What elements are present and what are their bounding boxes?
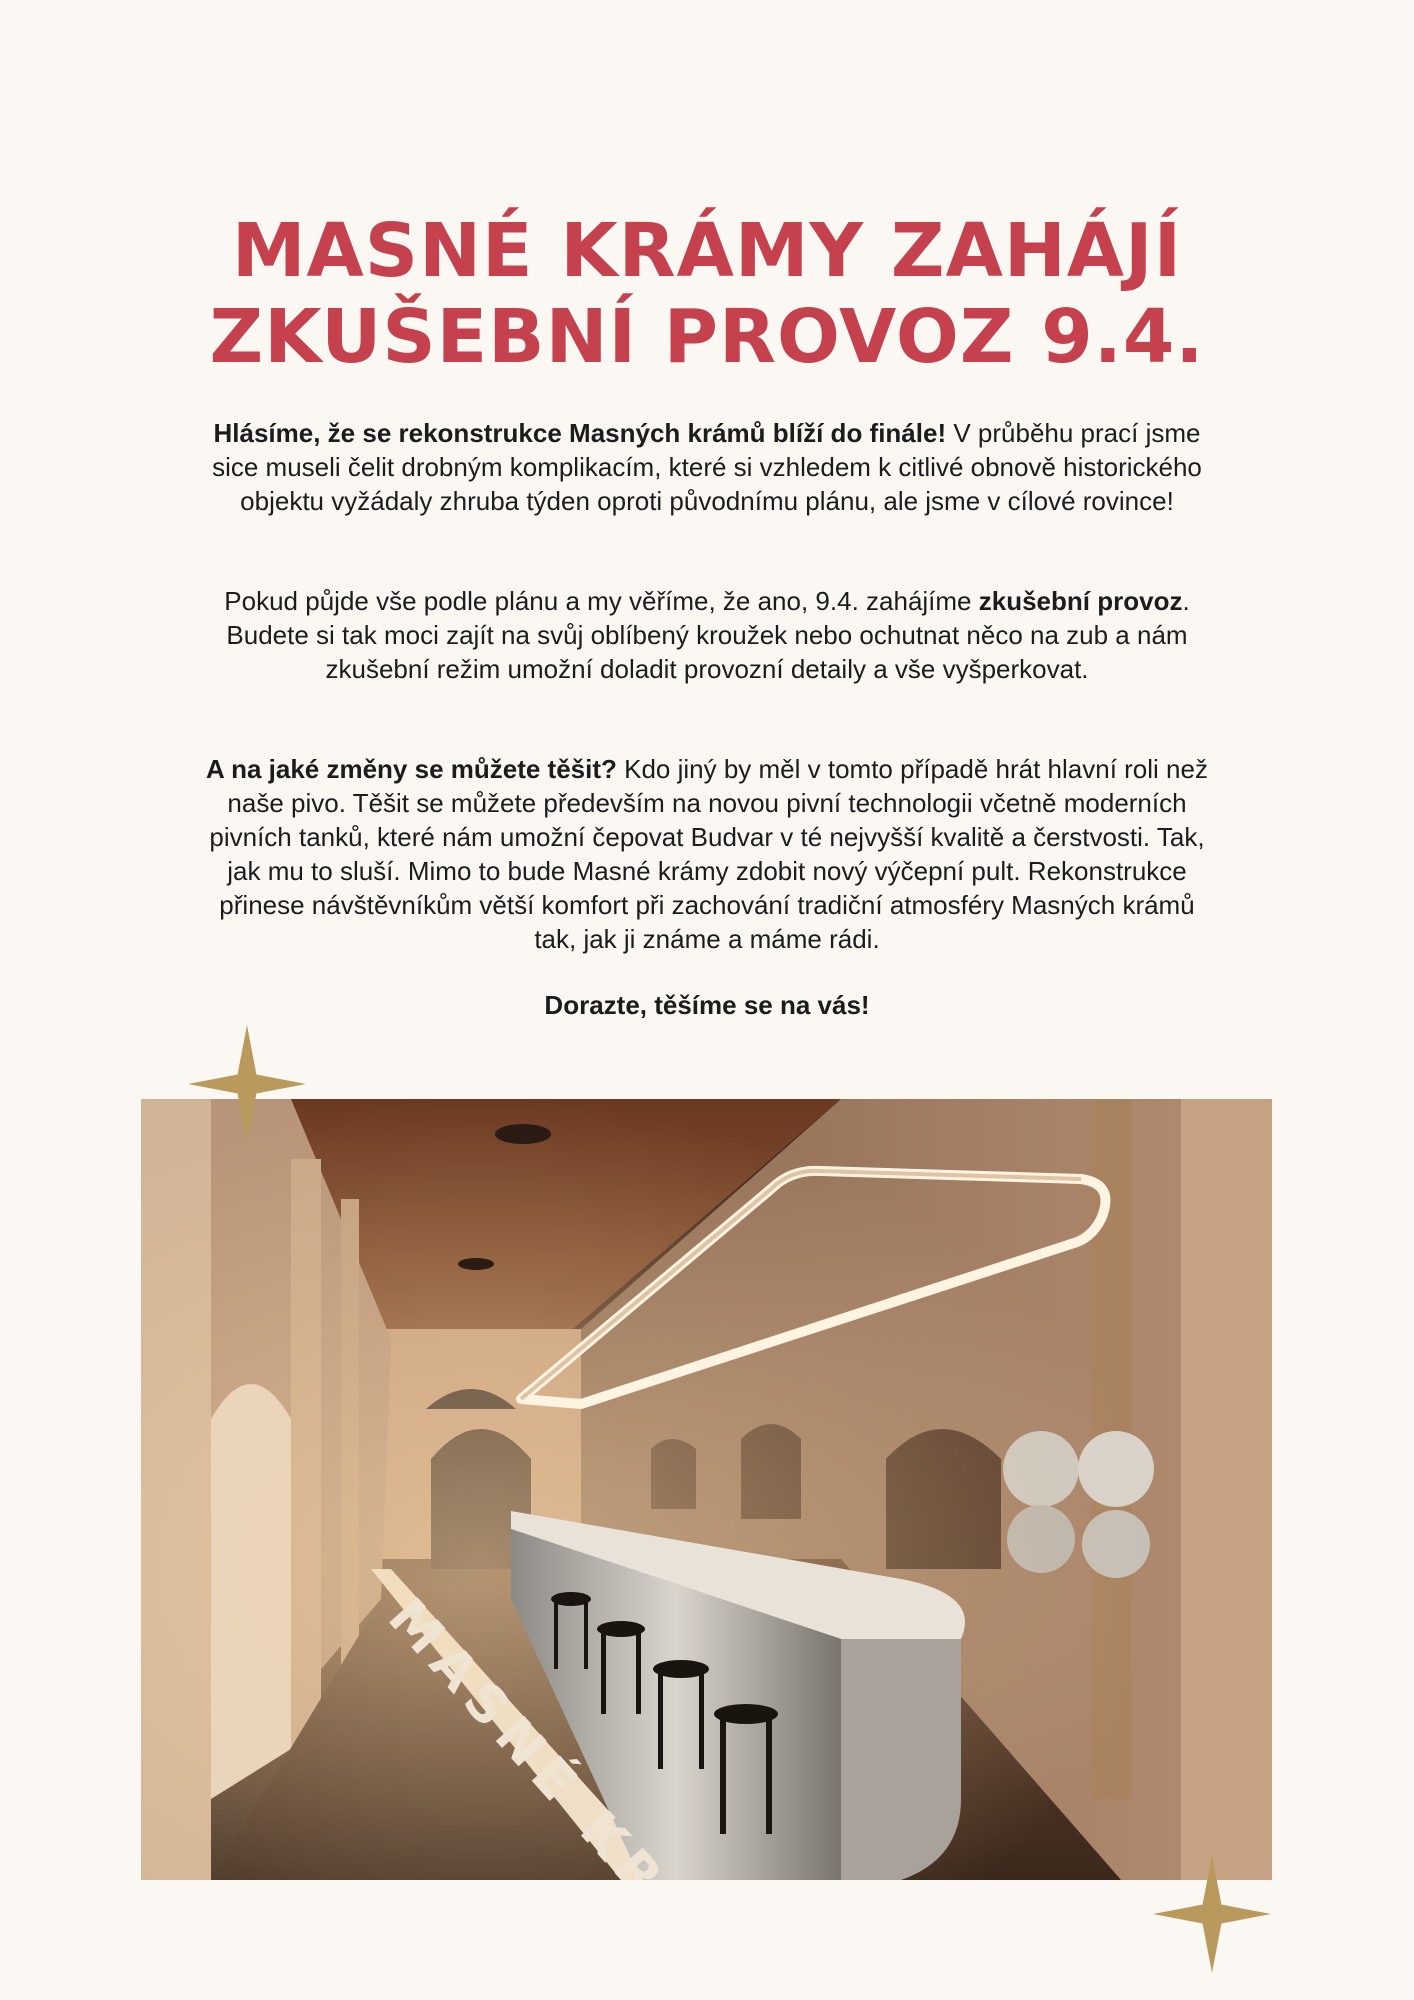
trial-text-start: Pokud půjde vše podle plánu a my věříme, že ano, 9.4. zahájíme [224,586,979,616]
intro-bold: Hlásíme, že se rekonstrukce Masných krámů blíží do finále! [213,418,947,448]
intro-text: V průběhu prací jsme sice museli čelit drobným komplikacím, které si vzhledem k citlivé obnově historického objektu vyžádaly zhruba týden oproti původnímu plánu, ale jsme v cílové rovince! [212,418,1202,516]
changes-paragraph [195,752,1219,956]
title-line-1: MASNÉ KRÁMY ZAHÁJÍ [231,208,1183,294]
intro-paragraph [195,416,1219,518]
trial-paragraph [195,584,1219,686]
trial-text-rest: . Budete si tak moci zajít na svůj oblíbený kroužek nebo ochutnat něco na zub a nám zkušební režim umožní doladit provozní detaily a vše vyšperkovat. [226,586,1190,684]
interior-rendering-image [141,1099,1272,1880]
trial-bold: zkušební provoz [978,586,1183,616]
changes-bold: A na jaké změny se můžete těšit? [206,754,617,784]
page-title [0,208,1414,380]
title-line-2: ZKUŠEBNÍ PROVOZ 9.4. [209,294,1205,380]
changes-text: Kdo jiný by měl v tomto případě hrát hlavní roli než naše pivo. Těšit se můžete především na novou pivní technologii včetně moderních pivních tanků, které nám umožní čepovat Budvar v té nejvyšší kvalitě a čerstvosti. Tak, jak mu to sluší. Mimo to bude Masné krámy zdobit nový výčepní pult. Rekonstrukce přinese návštěvníkům větší komfort při zachování tradiční atmosféry Masných krámů tak, jak ji známe a máme rádi. [209,754,1208,954]
floor-lettering: MASNÉ [376,1587,594,1820]
closing-line: Dorazte, těšíme se na vás! [544,990,870,1020]
